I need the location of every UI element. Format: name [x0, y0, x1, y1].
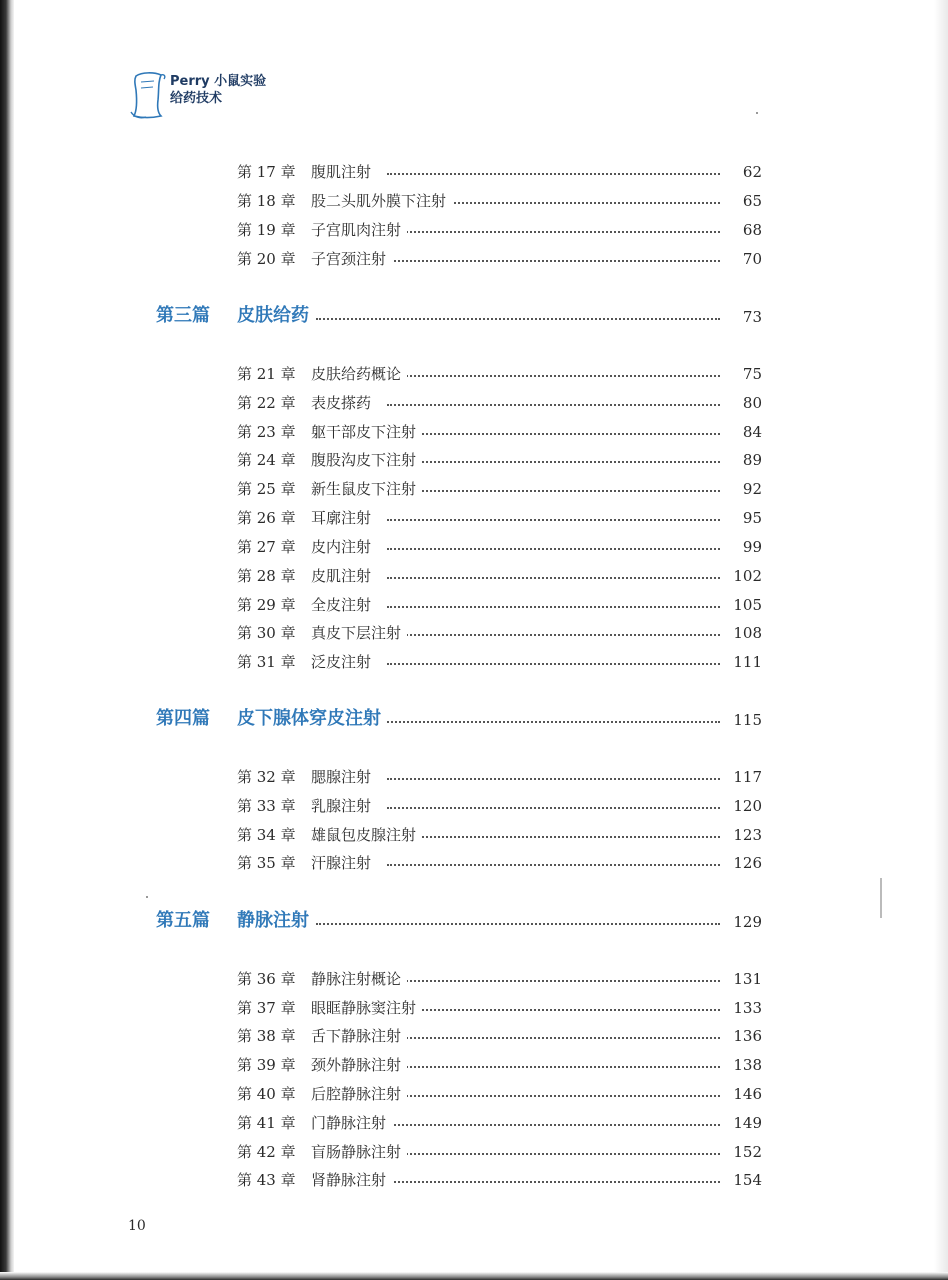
dot-leader	[387, 375, 720, 377]
chapter-number: 第 43 章	[237, 1171, 296, 1189]
page-bottom-edge	[0, 1272, 948, 1280]
dot-leader	[387, 231, 720, 233]
chapter-number: 第 35 章	[237, 854, 296, 872]
toc-chapter-entry	[237, 391, 762, 415]
chapter-number: 第 41 章	[237, 1114, 296, 1132]
brand-subtitle: 给药技术	[170, 91, 223, 106]
toc-chapter-entry	[237, 967, 762, 991]
page-ref: 115	[733, 711, 762, 729]
toc-chapter-entry	[237, 247, 762, 271]
chapter-title: 皮肤给药概论	[311, 362, 407, 386]
page-ref: 95	[742, 509, 762, 527]
chapter-number: 第 21 章	[237, 365, 296, 383]
chapter-number: 第 27 章	[237, 538, 296, 556]
chapter-title: 雄鼠包皮腺注射	[311, 823, 422, 847]
page-ref: 68	[742, 221, 762, 239]
dot-leader	[387, 1009, 720, 1011]
dot-leader	[387, 433, 720, 435]
chapter-number: 第 40 章	[237, 1085, 296, 1103]
chapter-title: 新生鼠皮下注射	[311, 477, 422, 501]
dot-leader	[387, 577, 720, 579]
chapter-title: 子宫肌肉注射	[311, 218, 407, 242]
toc-chapter-entry	[237, 794, 762, 818]
page-ref: 108	[733, 624, 762, 642]
part-title: 皮肤给药	[237, 303, 314, 329]
toc-chapter-entry	[237, 448, 762, 472]
toc-chapter-entry	[237, 477, 762, 501]
part-title: 皮下腺体穿皮注射	[237, 706, 386, 732]
chapter-title: 盲肠静脉注射	[311, 1140, 407, 1164]
dot-leader	[387, 1181, 720, 1183]
chapter-number: 第 22 章	[237, 394, 296, 412]
toc-chapter-entry	[237, 823, 762, 847]
chapter-number: 第 25 章	[237, 480, 296, 498]
dot-leader	[387, 1095, 720, 1097]
page-ref: 133	[733, 999, 762, 1017]
scan-speck	[756, 112, 758, 114]
page-ref: 131	[733, 970, 762, 988]
dot-leader	[387, 173, 720, 175]
toc-chapter-entry	[237, 1082, 762, 1106]
chapter-number: 第 17 章	[237, 163, 296, 181]
toc-chapter-entry	[237, 535, 762, 559]
chapter-title: 躯干部皮下注射	[311, 420, 422, 444]
dot-leader	[387, 519, 720, 521]
page-ref: 138	[733, 1056, 762, 1074]
chapter-title: 真皮下层注射	[311, 621, 407, 645]
chapter-number: 第 29 章	[237, 596, 296, 614]
dot-leader	[387, 1124, 720, 1126]
toc-chapter-entry	[237, 189, 762, 213]
page-ref: 80	[742, 394, 762, 412]
part-number: 第三篇	[156, 305, 210, 326]
dot-leader	[387, 490, 720, 492]
toc-chapter-entry	[237, 1168, 762, 1192]
dot-leader	[387, 461, 720, 463]
chapter-number: 第 18 章	[237, 192, 296, 210]
chapter-number: 第 32 章	[237, 768, 296, 786]
chapter-title: 后腔静脉注射	[311, 1082, 407, 1106]
dot-leader	[387, 864, 720, 866]
chapter-number: 第 39 章	[237, 1056, 296, 1074]
page-ref: 102	[733, 567, 762, 585]
part-number: 第五篇	[156, 910, 210, 931]
scan-speck	[146, 896, 148, 898]
part-number: 第四篇	[156, 708, 210, 729]
page-ref: 126	[733, 854, 762, 872]
page-ref: 84	[742, 423, 762, 441]
chapter-title: 腹肌注射	[311, 160, 377, 184]
dot-leader	[387, 1153, 720, 1155]
page-ref: 111	[733, 653, 762, 671]
chapter-number: 第 23 章	[237, 423, 296, 441]
page-ref: 89	[742, 451, 762, 469]
chapter-number: 第 31 章	[237, 653, 296, 671]
chapter-number: 第 33 章	[237, 797, 296, 815]
page-ref: 92	[742, 480, 762, 498]
chapter-title: 肾静脉注射	[311, 1168, 392, 1192]
chapter-title: 门静脉注射	[311, 1111, 392, 1135]
scan-mark	[880, 878, 882, 918]
toc-chapter-entry	[237, 218, 762, 242]
chapter-number: 第 20 章	[237, 250, 296, 268]
toc-chapter-entry	[237, 362, 762, 386]
toc-chapter-entry	[237, 506, 762, 530]
dot-leader	[387, 980, 720, 982]
dot-leader	[316, 923, 720, 925]
page-ref: 70	[742, 250, 762, 268]
dot-leader	[387, 260, 720, 262]
toc-part-entry	[156, 305, 762, 329]
chapter-title: 皮内注射	[311, 535, 377, 559]
book-binding-shadow	[0, 0, 14, 1280]
page-ref: 75	[742, 365, 762, 383]
chapter-number: 第 34 章	[237, 826, 296, 844]
toc-chapter-entry	[237, 996, 762, 1020]
page-ref: 154	[733, 1171, 762, 1189]
page-ref: 123	[733, 826, 762, 844]
page-ref: 149	[733, 1114, 762, 1132]
part-title: 静脉注射	[237, 908, 314, 934]
dot-leader	[387, 778, 720, 780]
scroll-icon	[128, 70, 168, 120]
toc-chapter-entry	[237, 1024, 762, 1048]
dot-leader	[387, 404, 720, 406]
page-ref: 105	[733, 596, 762, 614]
toc-chapter-entry	[237, 765, 762, 789]
dot-leader	[387, 807, 720, 809]
dot-leader	[387, 548, 720, 550]
brand-title: Perry 小鼠实验	[170, 74, 267, 89]
chapter-title: 乳腺注射	[311, 794, 377, 818]
chapter-title: 皮肌注射	[311, 564, 377, 588]
toc-chapter-entry	[237, 621, 762, 645]
page-ref: 136	[733, 1027, 762, 1045]
chapter-title: 表皮搽药	[311, 391, 377, 415]
dot-leader	[387, 1037, 720, 1039]
page-ref: 117	[733, 768, 762, 786]
page-ref: 65	[742, 192, 762, 210]
toc-chapter-entry	[237, 593, 762, 617]
chapter-title: 眼眶静脉窦注射	[311, 996, 422, 1020]
toc-part-entry	[156, 910, 762, 934]
page-ref: 129	[733, 913, 762, 931]
toc-chapter-entry	[237, 650, 762, 674]
toc-chapter-entry	[237, 420, 762, 444]
dot-leader	[387, 606, 720, 608]
dot-leader	[316, 318, 720, 320]
chapter-title: 腹股沟皮下注射	[311, 448, 422, 472]
page-ref: 120	[733, 797, 762, 815]
chapter-number: 第 19 章	[237, 221, 296, 239]
chapter-title: 股二头肌外膜下注射	[311, 189, 452, 213]
chapter-number: 第 28 章	[237, 567, 296, 585]
page-edge	[934, 0, 948, 1280]
chapter-number: 第 38 章	[237, 1027, 296, 1045]
chapter-title: 全皮注射	[311, 593, 377, 617]
chapter-title: 子宫颈注射	[311, 247, 392, 271]
toc-chapter-entry	[237, 1140, 762, 1164]
page-ref: 152	[733, 1143, 762, 1161]
toc-chapter-entry	[237, 564, 762, 588]
chapter-number: 第 42 章	[237, 1143, 296, 1161]
page-ref: 62	[742, 163, 762, 181]
chapter-title: 颈外静脉注射	[311, 1053, 407, 1077]
toc-chapter-entry	[237, 160, 762, 184]
toc-chapter-entry	[237, 1111, 762, 1135]
page-number: 10	[128, 1218, 146, 1234]
chapter-title: 腮腺注射	[311, 765, 377, 789]
dot-leader	[387, 634, 720, 636]
page-ref: 73	[742, 308, 762, 326]
chapter-title: 泛皮注射	[311, 650, 377, 674]
chapter-number: 第 26 章	[237, 509, 296, 527]
page-ref: 146	[733, 1085, 762, 1103]
chapter-number: 第 36 章	[237, 970, 296, 988]
toc-chapter-entry	[237, 851, 762, 875]
chapter-title: 舌下静脉注射	[311, 1024, 407, 1048]
dot-leader	[387, 1066, 720, 1068]
chapter-number: 第 37 章	[237, 999, 296, 1017]
chapter-title: 静脉注射概论	[311, 967, 407, 991]
dot-leader	[387, 663, 720, 665]
chapter-title: 耳廓注射	[311, 506, 377, 530]
chapter-number: 第 30 章	[237, 624, 296, 642]
chapter-number: 第 24 章	[237, 451, 296, 469]
toc-chapter-entry	[237, 1053, 762, 1077]
toc-part-entry	[156, 708, 762, 732]
page-ref: 99	[742, 538, 762, 556]
dot-leader	[387, 836, 720, 838]
chapter-title: 汗腺注射	[311, 851, 377, 875]
